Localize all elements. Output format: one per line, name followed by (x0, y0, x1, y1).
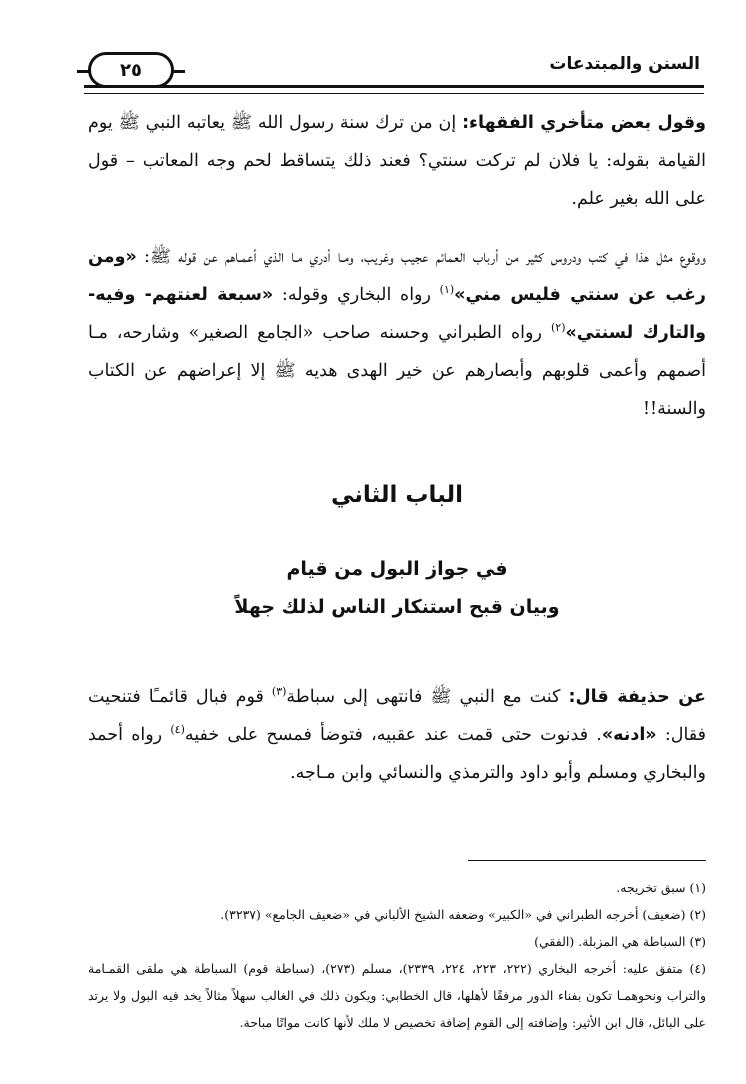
hadith-quote-2: «سبعة لعنتهم- وفيه- والتارك لسنتي» (88, 285, 706, 343)
footnote-1: (١) سبق تخريجه. (616, 880, 706, 895)
footnote-ref-4: (٤) (170, 723, 185, 737)
chapter-subtitle-1: في جواز البول من قيام (286, 558, 508, 580)
paragraph-1-lead: وقول بعض متأخري الفقهاء: (462, 113, 706, 133)
chapter-subtitle-2: وبيان قبح استنكار الناس لذلك جهلاً (234, 596, 560, 618)
paragraph-2-part-1: ووقوع مثل هذا في كتب ودروس كثير من أرباب العمائم عجيب وغريب، ومـا أدري مـا الذي أعمـاهم عن قوله ﷺ: (136, 247, 706, 267)
hadith-quote-1: «ومن رغب عن سنتي فليس مني» (88, 247, 706, 305)
paragraph-3-part-3: . فدنوت حتى قمت عند عقبيه، فتوضأ فمسح على خفيه (184, 725, 602, 745)
paragraph-3 (88, 678, 706, 792)
footnote-ref-1: (١) (439, 283, 455, 297)
page-number: ٢٥ (120, 59, 142, 81)
footnote-ref-2: (٢) (550, 321, 566, 335)
paragraph-3-part-2: قوم فبال قائمـًا فتنحيت فقال: (88, 687, 706, 745)
footnote-separator (468, 860, 706, 861)
chapter-title: الباب الثاني (330, 482, 464, 508)
running-title: السنن والمبتدعات (549, 54, 700, 74)
paragraph-1-text: إن من ترك سنة رسول الله ﷺ يعاتبه النبي ﷺ يوم القيامة بقوله: يا فلان لم تركت سنتي؟ فعند ذلك يتساقط لحم وجه المعاتب – قول على الله بغير علم. (88, 113, 706, 209)
footnote-2: (٢) (ضعيف) أخرجه الطبراني في «الكبير» وضعفه الشيخ الألباني في «ضعيف الجامع» (٣٢٣٧). (220, 907, 706, 922)
footnote-4: (٤) متفق عليه: أخرجه البخاري (٢٢٢، ٢٢٣، ٢٢٤، ٢٣٣٩)، مسلم (٢٧٣)، (سباطة قوم) السباطة هي ملقى القمـامة والتراب ونحوهمـا تكون بفناء الدور مرفقًا لأهلها، قال الخطابي: ويكون ذلك في الغالب سهلاً مثالاً يخد فيه البول ولا يرتد على البائل، قال ابن الأثير: وإضافته إلى القوم إضافة تخصيص لا ملك لأنها كانت مواتًا مباحة. (88, 961, 706, 1030)
paragraph-3-part-4: رواه أحمد والبخاري ومسلم وأبو داود والترمذي والنسائي وابن مـاجه. (88, 725, 706, 783)
footnotes (88, 874, 706, 1036)
paragraph-2 (88, 238, 706, 428)
header-rule-thin (84, 93, 704, 94)
header-rule (84, 85, 704, 88)
paragraph-3-part-1: كنت مع النبي ﷺ فانتهى إلى سباطة (286, 687, 569, 707)
paragraph-2-part-2: رواه البخاري وقوله: (273, 285, 440, 305)
paragraph-3-lead: عن حذيفة قال: (568, 687, 706, 707)
footnote-3: (٣) السباطة هي المزبلة. (الفقي) (534, 934, 706, 949)
page-header (84, 46, 704, 94)
hadith-quote-3: «ادنه» (601, 725, 657, 745)
page-number-badge (88, 52, 174, 88)
footnote-ref-3: (٣) (271, 685, 287, 699)
paragraph-1 (88, 104, 706, 218)
paragraph-2-part-3: رواه الطبراني وحسنه صاحب «الجامع الصغير» وشارحه، مـا أصمهم وأعمى قلوبهم وأبصارهم عن خير الهدى هديه ﷺ إلا إعراضهم عن الكتاب والسنة!! (88, 323, 706, 419)
